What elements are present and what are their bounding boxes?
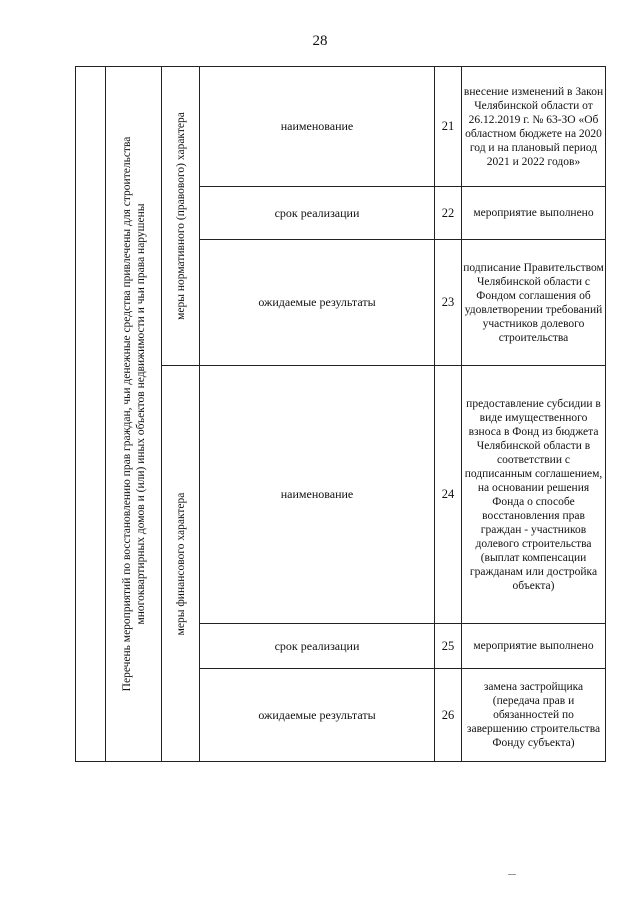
row-name: ожидаемые результаты	[200, 669, 435, 762]
row-number: 26	[435, 669, 462, 762]
row-name: ожидаемые результаты	[200, 240, 435, 366]
row-value: подписание Правительством Челябинской области с Фондом соглашения об удовлетворении требований участников долевого строительства	[462, 240, 606, 366]
scan-mark	[508, 874, 516, 875]
group-label: меры финансового характера	[174, 492, 187, 635]
row-name: срок реализации	[200, 624, 435, 669]
row-number: 25	[435, 624, 462, 669]
row-value: мероприятие выполнено	[462, 187, 606, 240]
page-number: 28	[312, 33, 328, 49]
row-number: 24	[435, 366, 462, 624]
measures-table	[75, 66, 606, 762]
row-number: 23	[435, 240, 462, 366]
row-number: 22	[435, 187, 462, 240]
row-number: 21	[435, 67, 462, 187]
row-value: мероприятие выполнено	[462, 624, 606, 669]
main-title-cell	[106, 67, 162, 762]
table-row	[76, 67, 606, 187]
row-value: замена застройщика (передача прав и обязанностей по завершению строительства Фонду субъекта)	[462, 669, 606, 762]
group-cell	[162, 366, 200, 762]
group-cell	[162, 67, 200, 366]
row-name: срок реализации	[200, 187, 435, 240]
blank-column	[76, 67, 106, 762]
main-title: Перечень мероприятий по восстановлению прав граждан, чьи денежные средства привлечены для строительства многоквартирных домов и (или) иных объектов недвижимости и чьи права нарушены	[120, 136, 147, 692]
group-label: меры нормативного (правового) характера	[174, 112, 187, 320]
row-name: наименование	[200, 67, 435, 187]
row-value: внесение изменений в Закон Челябинской области от 26.12.2019 г. № 63-ЗО «Об областном бюджете на 2020 год и на плановый период 2021 и 2022 годов»	[462, 67, 606, 187]
row-value: предоставление субсидии в виде имущественного взноса в Фонд из бюджета Челябинской области в соответствии с подписанным соглашением, на основании решения Фонда о способе восстановления прав граждан - участников долевого строительства (выплат компенсации гражданам или достройка объекта)	[462, 366, 606, 624]
row-name: наименование	[200, 366, 435, 624]
